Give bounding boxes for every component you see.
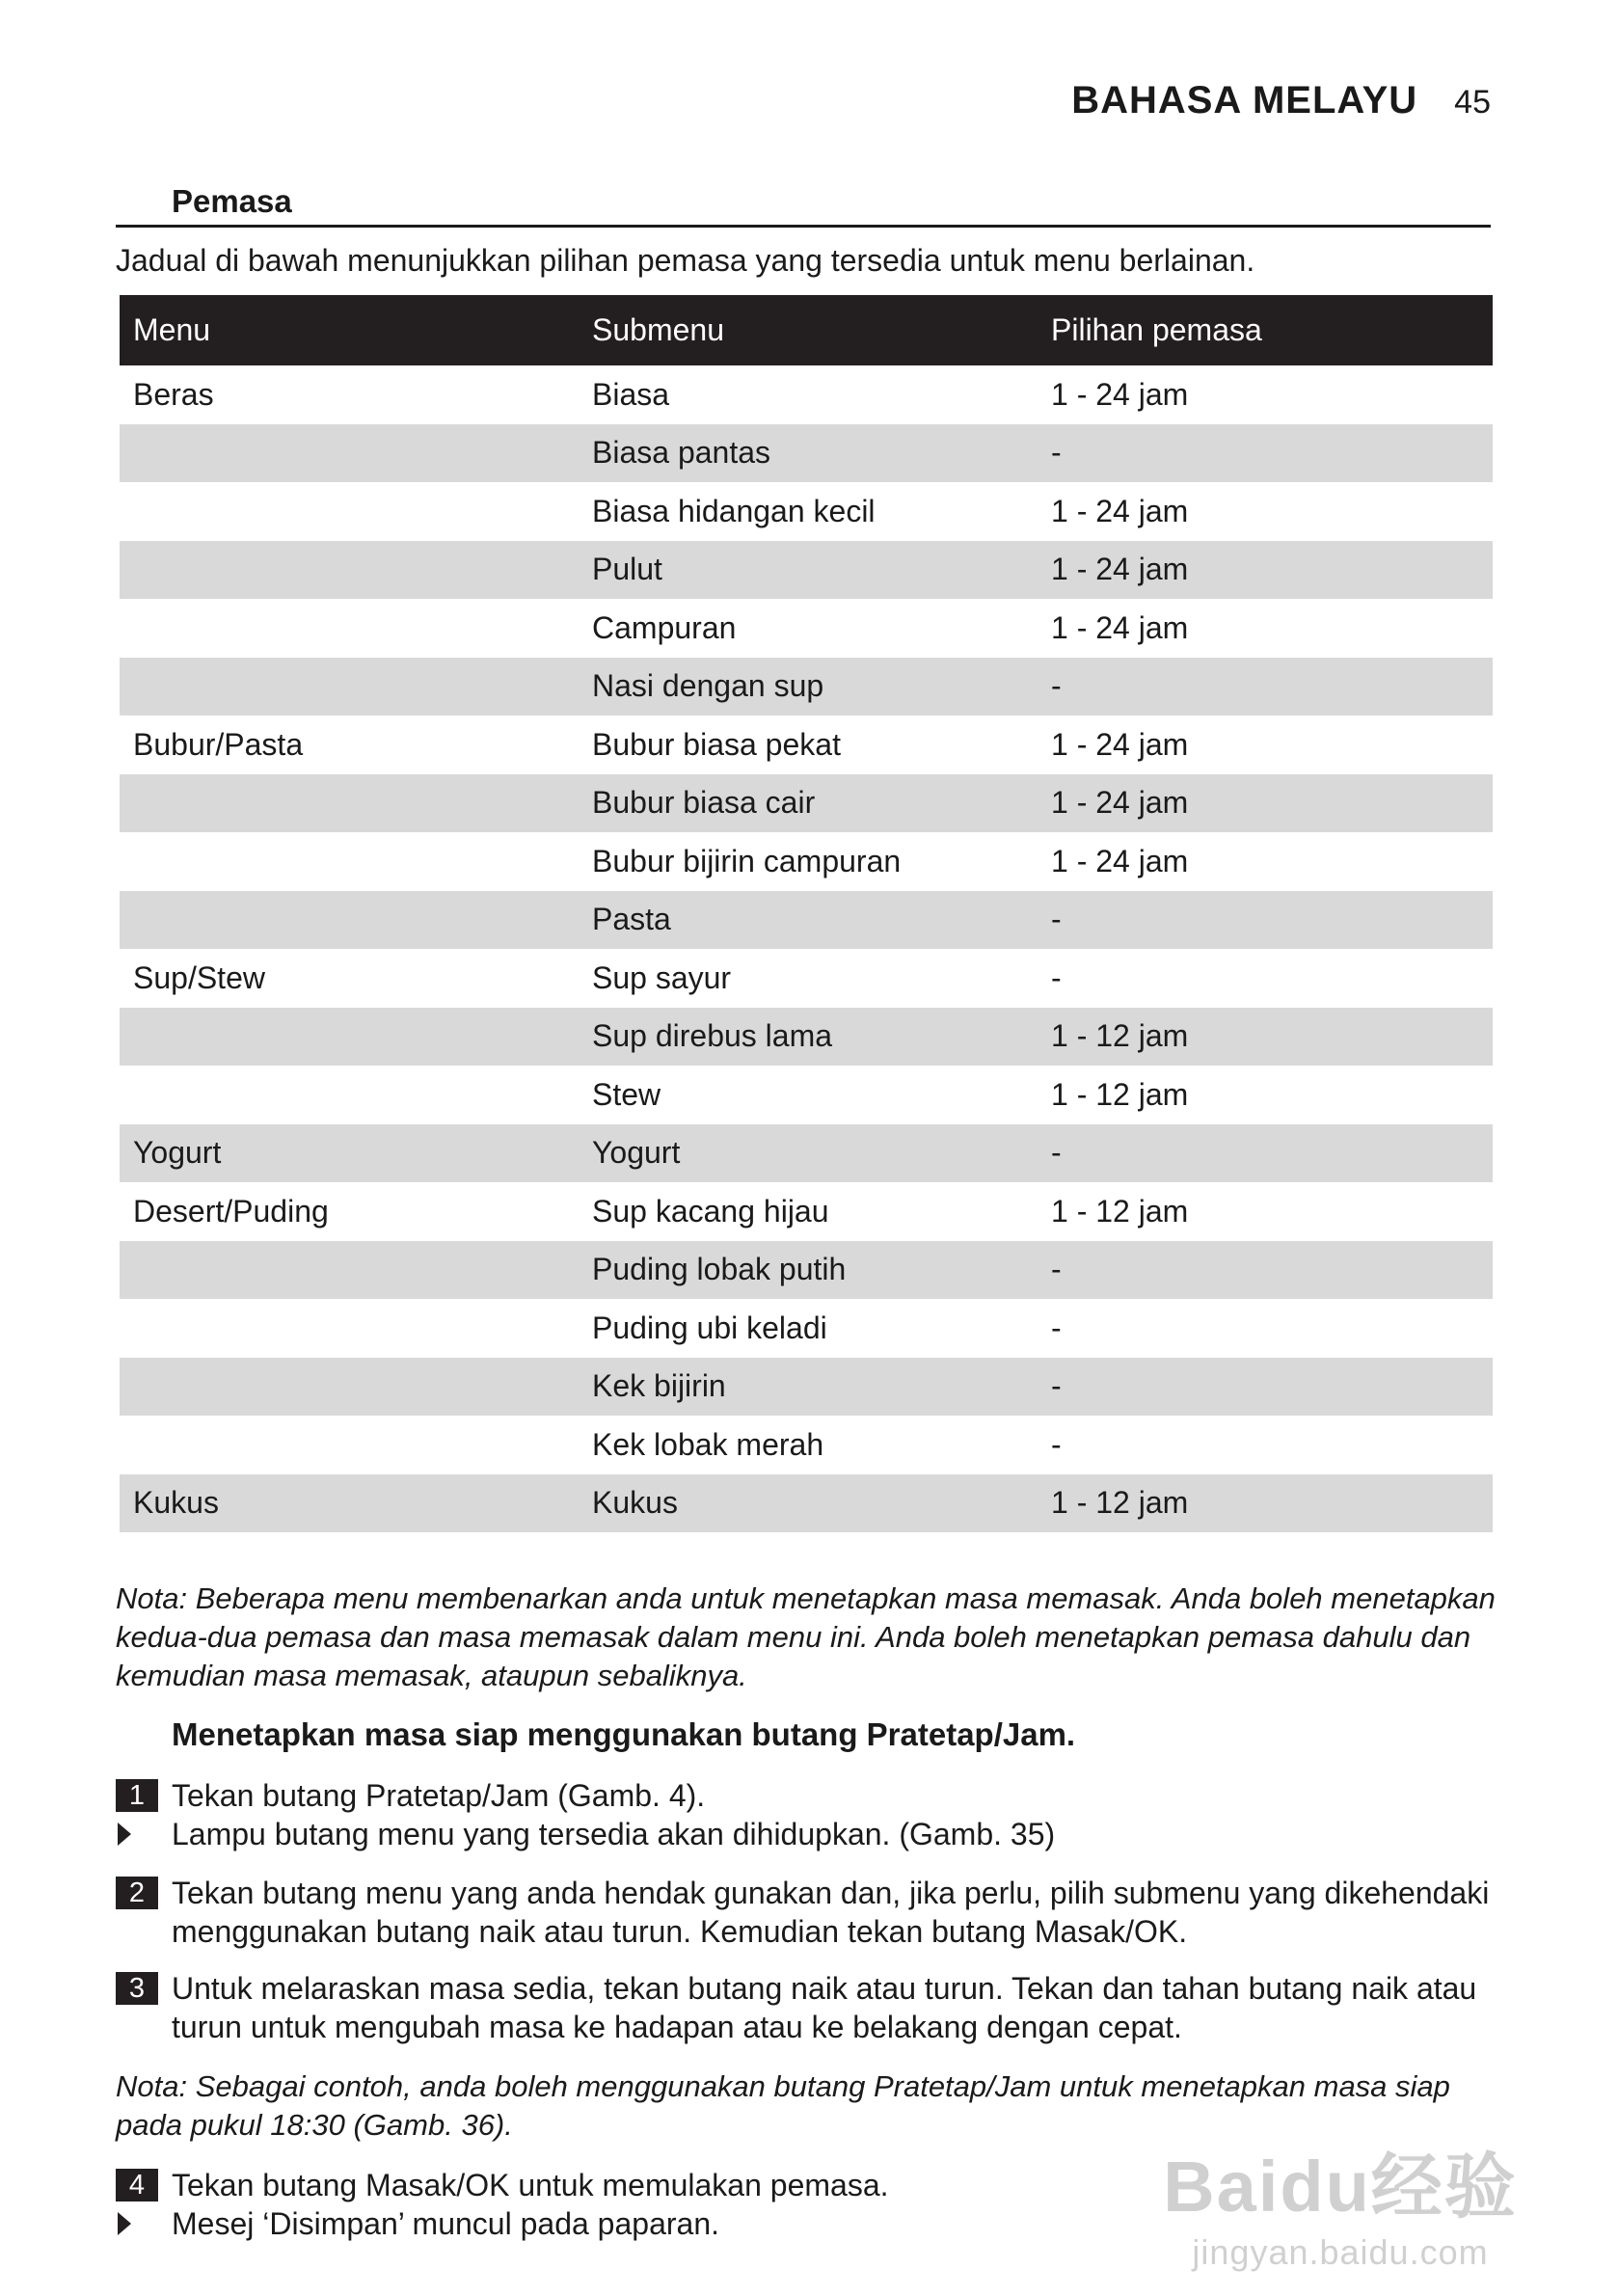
cell-menu [120, 1358, 579, 1417]
cell-timer: - [1038, 891, 1493, 950]
step-text: Tekan butang Pratetap/Jam (Gamb. 4). [172, 1778, 706, 1813]
cell-submenu: Kukus [579, 1474, 1038, 1533]
cell-menu [120, 424, 579, 483]
cell-submenu: Stew [592, 1076, 661, 1112]
cell-timer: 1 - 12 jam [1051, 1193, 1189, 1229]
cell-timer: - [1051, 1426, 1062, 1462]
table-row [120, 716, 1493, 774]
cell-menu: Kukus [120, 1474, 579, 1533]
table-row [120, 541, 1493, 600]
cell-menu [120, 891, 579, 950]
cell-menu [120, 482, 579, 541]
cell-submenu: Kek lobak merah [592, 1426, 824, 1462]
cell-submenu: Sup sayur [592, 959, 732, 995]
step-text: Tekan butang Masak/OK untuk memulakan pemasa. [172, 2168, 889, 2202]
subsection-heading: Menetapkan masa siap menggunakan butang Pratetap/Jam. [172, 1716, 1076, 1752]
step-3 [116, 1969, 1524, 2046]
cell-timer: - [1051, 1310, 1062, 1345]
step-number-badge: 3 [116, 1972, 158, 2005]
cell-timer: - [1038, 1124, 1493, 1183]
table-row [120, 891, 1493, 950]
result-text: Lampu butang menu yang tersedia akan dihidupkan. (Gamb. 35) [172, 1817, 1056, 1851]
cell-timer: 1 - 24 jam [1038, 774, 1493, 833]
result-arrow-icon [118, 2212, 131, 2235]
table-row [120, 1241, 1493, 1300]
cell-submenu: Yogurt [579, 1124, 1038, 1183]
step-text: Tekan butang menu yang anda hendak gunakan dan, jika perlu, pilih submenu yang dikehendaki menggunakan butang naik atau turun. Kemudian tekan butang Masak/OK. [172, 1876, 1490, 1949]
table-row [120, 658, 1493, 716]
table-row [120, 774, 1493, 833]
section-divider [116, 225, 1491, 228]
cell-submenu: Biasa pantas [579, 424, 1038, 483]
watermark [1147, 2130, 1533, 2273]
cell-menu [120, 658, 579, 716]
cell-submenu: Bubur biasa cair [579, 774, 1038, 833]
step-number-badge: 1 [116, 1779, 158, 1812]
cell-submenu: Bubur biasa pekat [592, 726, 841, 762]
cell-timer: - [1038, 1241, 1493, 1300]
table-row [120, 365, 1493, 424]
table-row [120, 1066, 1493, 1124]
step-2 [116, 1874, 1524, 1951]
cell-menu: Yogurt [120, 1124, 579, 1183]
step-1 [116, 1776, 1524, 1815]
cell-menu: Beras [133, 376, 214, 412]
watermark-logo: Baidu经验 [1163, 2147, 1518, 2227]
cell-timer: - [1038, 424, 1493, 483]
table-row [120, 1474, 1493, 1533]
table-row [120, 949, 1493, 1008]
cell-timer: 1 - 24 jam [1051, 726, 1189, 762]
cell-timer: 1 - 24 jam [1051, 376, 1189, 412]
table-row [120, 599, 1493, 658]
cell-menu [120, 1299, 579, 1358]
step-number-badge: 2 [116, 1877, 158, 1909]
cell-submenu: Bubur bijirin campuran [592, 843, 902, 878]
column-header-timer: Pilihan pemasa [1038, 295, 1493, 365]
table-row [120, 482, 1493, 541]
table-row [120, 832, 1493, 891]
cell-submenu: Campuran [592, 609, 737, 645]
note-cooking-time: Nota: Beberapa menu membenarkan anda untuk menetapkan masa memasak. Anda boleh menetapkan kedua-dua pemasa dan masa memasak dalam menu ini. Anda boleh menetapkan pemasa dahulu dan kemudian masa memasak, ataupun sebaliknya. [116, 1581, 1496, 1692]
section-heading: Pemasa [172, 183, 292, 219]
watermark-url: jingyan.baidu.com [1192, 2232, 1489, 2272]
cell-menu [120, 541, 579, 600]
column-header-menu: Menu [120, 295, 579, 365]
cell-timer: 1 - 12 jam [1038, 1008, 1493, 1067]
cell-menu [120, 599, 579, 658]
table-row [120, 1124, 1493, 1183]
page-header [1071, 79, 1491, 122]
header-title: BAHASA MELAYU [1071, 79, 1418, 122]
column-header-submenu: Submenu [579, 295, 1038, 365]
table-row [120, 1299, 1493, 1358]
cell-submenu: Nasi dengan sup [579, 658, 1038, 716]
table-row [120, 424, 1493, 483]
result-text: Mesej ‘Disimpan’ muncul pada paparan. [172, 2206, 719, 2241]
step-text: Untuk melaraskan masa sedia, tekan butang naik atau turun. Tekan dan tahan butang naik atau turun untuk mengubah masa ke hadapan atau ke belakang dengan cepat. [172, 1971, 1477, 2044]
table-row [120, 1008, 1493, 1067]
page-number: 45 [1454, 84, 1491, 121]
cell-timer: 1 - 24 jam [1038, 541, 1493, 600]
cell-submenu: Sup kacang hijau [592, 1193, 829, 1229]
cell-timer: - [1038, 1358, 1493, 1417]
step-1-result [116, 1815, 1524, 1853]
cell-menu: Desert/Puding [133, 1193, 329, 1229]
cell-submenu: Pasta [579, 891, 1038, 950]
cell-submenu: Pulut [579, 541, 1038, 600]
cell-menu: Bubur/Pasta [133, 726, 304, 762]
intro-text: Jadual di bawah menunjukkan pilihan pemasa yang tersedia untuk menu berlainan. [116, 243, 1255, 278]
cell-submenu: Kek bijirin [579, 1358, 1038, 1417]
cell-menu [120, 1066, 579, 1124]
table-row [120, 1358, 1493, 1417]
cell-submenu: Puding lobak putih [579, 1241, 1038, 1300]
timer-options-table [120, 295, 1493, 1532]
cell-submenu: Biasa hidangan kecil [592, 493, 876, 528]
cell-submenu: Biasa [592, 376, 670, 412]
cell-menu [120, 1008, 579, 1067]
cell-menu [120, 832, 579, 891]
note-example: Nota: Sebagai contoh, anda boleh menggunakan butang Pratetap/Jam untuk menetapkan masa siap pada pukul 18:30 (Gamb. 36). [116, 2069, 1450, 2142]
cell-timer: 1 - 24 jam [1051, 609, 1189, 645]
table-row [120, 1416, 1493, 1474]
cell-timer: - [1038, 658, 1493, 716]
result-arrow-icon [118, 1823, 131, 1846]
cell-timer: 1 - 24 jam [1051, 493, 1189, 528]
cell-menu: Sup/Stew [133, 959, 265, 995]
cell-menu [120, 1416, 579, 1474]
cell-timer: 1 - 24 jam [1051, 843, 1189, 878]
cell-timer: - [1051, 959, 1062, 995]
table-row [120, 1182, 1493, 1241]
cell-timer: 1 - 12 jam [1038, 1474, 1493, 1533]
cell-submenu: Sup direbus lama [579, 1008, 1038, 1067]
cell-timer: 1 - 12 jam [1051, 1076, 1189, 1112]
cell-menu [120, 774, 579, 833]
step-number-badge: 4 [116, 2169, 158, 2201]
table-header-row [120, 295, 1493, 365]
cell-submenu: Puding ubi keladi [592, 1310, 827, 1345]
cell-menu [120, 1241, 579, 1300]
